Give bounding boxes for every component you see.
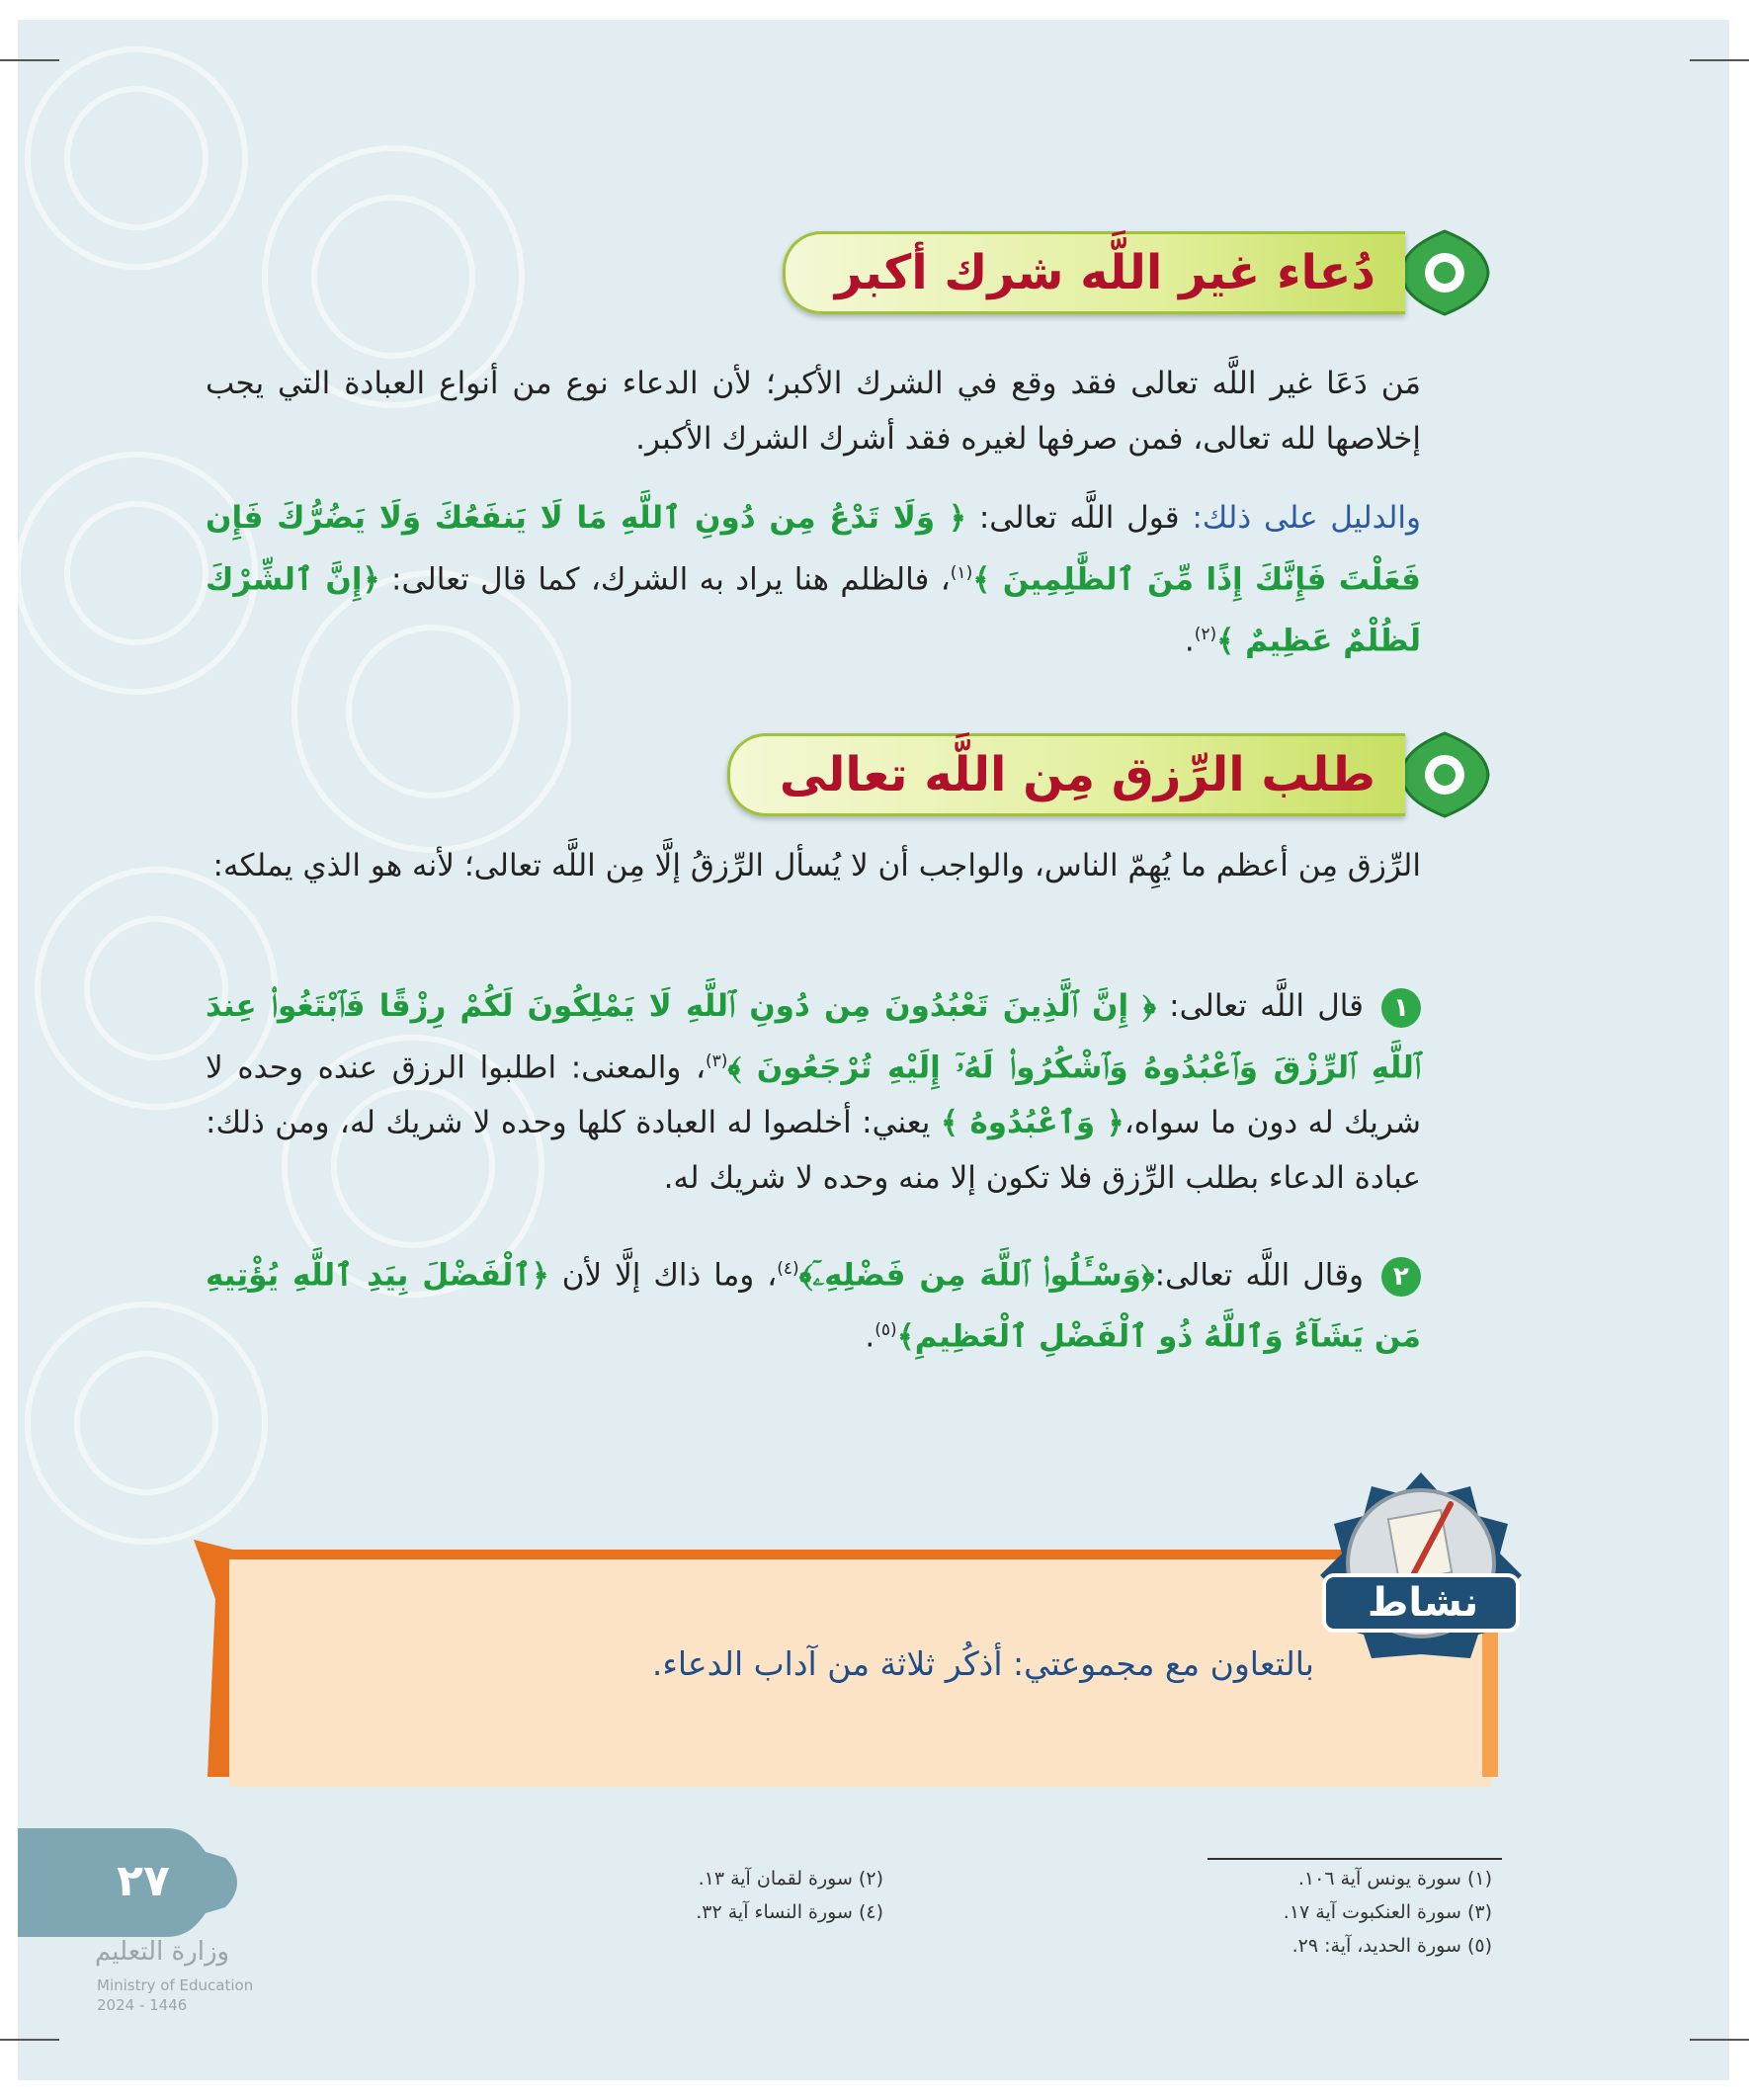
publisher-name-en: Ministry of Education xyxy=(97,1976,254,1994)
activity-text: بالتعاون مع مجموعتي: أذكُر ثلاثة من آداب الدعاء. xyxy=(651,1644,1314,1683)
leaf-ornament-icon xyxy=(1395,727,1494,822)
heading-1-text: دُعاء غير اللَّه شرك أكبر xyxy=(834,245,1375,300)
crop-mark xyxy=(1690,2039,1749,2041)
item-2-verse-2: ﴿ٱلْفَضْلَ بِيَدِ ٱللَّهِ يُؤْتِيهِ مَن يَشَآءُ وَٱللَّهُ ذُو ٱلْفَضْلِ ٱلْعَظِيمِ﴾ xyxy=(206,1257,1421,1355)
footnote-3: (٣) سورة العنكبوت آية ١٧. xyxy=(1283,1901,1492,1923)
end-dot: . xyxy=(865,1318,875,1355)
activity-flap xyxy=(194,1540,233,1777)
page-number: ٢٧ xyxy=(117,1856,170,1906)
footnote-divider xyxy=(1208,1858,1502,1860)
crop-mark xyxy=(1690,59,1749,61)
crop-mark xyxy=(0,59,59,61)
section-2-paragraph: الرِّزق مِن أعظم ما يُهِمّ الناس، والواجب أن لا يُسأل الرِّزقُ إلَّا مِن اللَّه تعالى؛ لأنه هو الذي يملكه: xyxy=(212,848,1421,883)
activity-badge-icon xyxy=(1302,1465,1540,1662)
item-number-2: ٢ xyxy=(1381,1257,1421,1297)
publisher-year: 2024 - 1446 xyxy=(97,1996,188,2014)
activity-badge-label: نشاط xyxy=(1367,1580,1479,1626)
end-dot: . xyxy=(1184,623,1195,659)
item-1-verse-2: ﴿ وَٱعْبُدُوهُ ﴾ xyxy=(940,1105,1124,1141)
heading-2-text: طلب الرِّزق مِن اللَّه تعالى xyxy=(779,747,1375,802)
item-number-1: ١ xyxy=(1381,988,1421,1028)
footnote-ref-2: (٢) xyxy=(1194,625,1217,645)
publisher-name-ar: وزارة التعليم xyxy=(95,1937,230,1967)
list-item-2 xyxy=(206,1241,1421,1365)
footnote-ref-4: (٤) xyxy=(777,1259,799,1279)
section-1-evidence xyxy=(206,490,1421,669)
list-item-1 xyxy=(206,978,1421,1206)
item-2-text: ، وما ذاك إلَّا لأن xyxy=(548,1257,778,1294)
section-1-paragraph: مَن دَعَا غير اللَّه تعالى فقد وقع في الشرك الأكبر؛ لأن الدعاء نوع من أنواع العبادة التي يجب إخلاصها لله تعالى، فمن صرفها لغيره فقد أشرك الشرك الأكبر. xyxy=(206,366,1421,457)
mid-text: ، فالظلم هنا يراد به الشرك، كما قال تعالى: xyxy=(379,561,951,598)
item-1-text-1: ، والمعنى: اطلبوا الرزق عنده وحده لا شريك له دون ما سواه، xyxy=(206,1050,1421,1141)
leaf-ornament-icon xyxy=(1395,225,1494,320)
footnote-4: (٤) سورة النساء آية ٣٢. xyxy=(696,1901,883,1923)
item-2-intro: وقال اللَّه تعالى: xyxy=(1154,1257,1364,1294)
footnote-ref-1: (١) xyxy=(950,563,973,583)
item-1-verse: ﴿ إِنَّ ٱلَّذِينَ تَعْبُدُونَ مِن دُونِ ٱللَّهِ لَا يَمْلِكُونَ لَكُمْ رِزْقًا فَٱبْتَغُوا۟ عِندَ ٱللَّهِ ٱلرِّزْقَ وَٱعْبُدُوهُ وَٱشْكُرُوا۟ لَهُۥٓ إِلَيْهِ تُرْجَعُونَ ﴾ xyxy=(206,988,1421,1086)
verse-1: ﴿ وَلَا تَدْعُ مِن دُونِ ٱللَّهِ مَا لَا يَنفَعُكَ وَلَا يَضُرُّكَ فَإِن فَعَلْتَ فَإِنَّكَ إِذًا مِّنَ ٱلظَّٰلِمِينَ ﴾ xyxy=(206,500,1421,598)
verse-2: ﴿إِنَّ ٱلشِّرْكَ لَظُلْمٌ عَظِيمٌ ﴾ xyxy=(206,561,1421,659)
footnote-ref-3: (٣) xyxy=(706,1051,728,1071)
item-1-text-2: يعني: أخلصوا له العبادة كلها وحده لا شريك له، ومن ذلك: عبادة الدعاء بطلب الرِّزق فلا تكون إلا منه وحده لا شريك له. xyxy=(206,1105,1421,1197)
section-heading-1 xyxy=(783,225,1494,320)
crop-mark xyxy=(0,2039,59,2041)
footnote-5: (٥) سورة الحديد، آية: ٢٩. xyxy=(1291,1935,1492,1957)
footnote-1: (١) سورة يونس آية ١٠٦. xyxy=(1297,1868,1492,1890)
heading-pill xyxy=(727,733,1405,816)
item-2-verse: ﴿وَسْـَٔلُوا۟ ٱللَّهَ مِن فَضْلِهِۦٓ﴾ xyxy=(798,1257,1155,1294)
footnote-ref-5: (٥) xyxy=(874,1320,897,1341)
footnote-2: (٢) سورة لقمان آية ١٣. xyxy=(698,1868,883,1890)
heading-pill xyxy=(783,231,1405,314)
evidence-label: والدليل على ذلك: xyxy=(1192,500,1421,536)
item-1-intro: قال اللَّه تعالى: xyxy=(1155,988,1365,1024)
evidence-intro: قول اللَّه تعالى: xyxy=(966,500,1193,536)
section-heading-2 xyxy=(727,727,1494,822)
